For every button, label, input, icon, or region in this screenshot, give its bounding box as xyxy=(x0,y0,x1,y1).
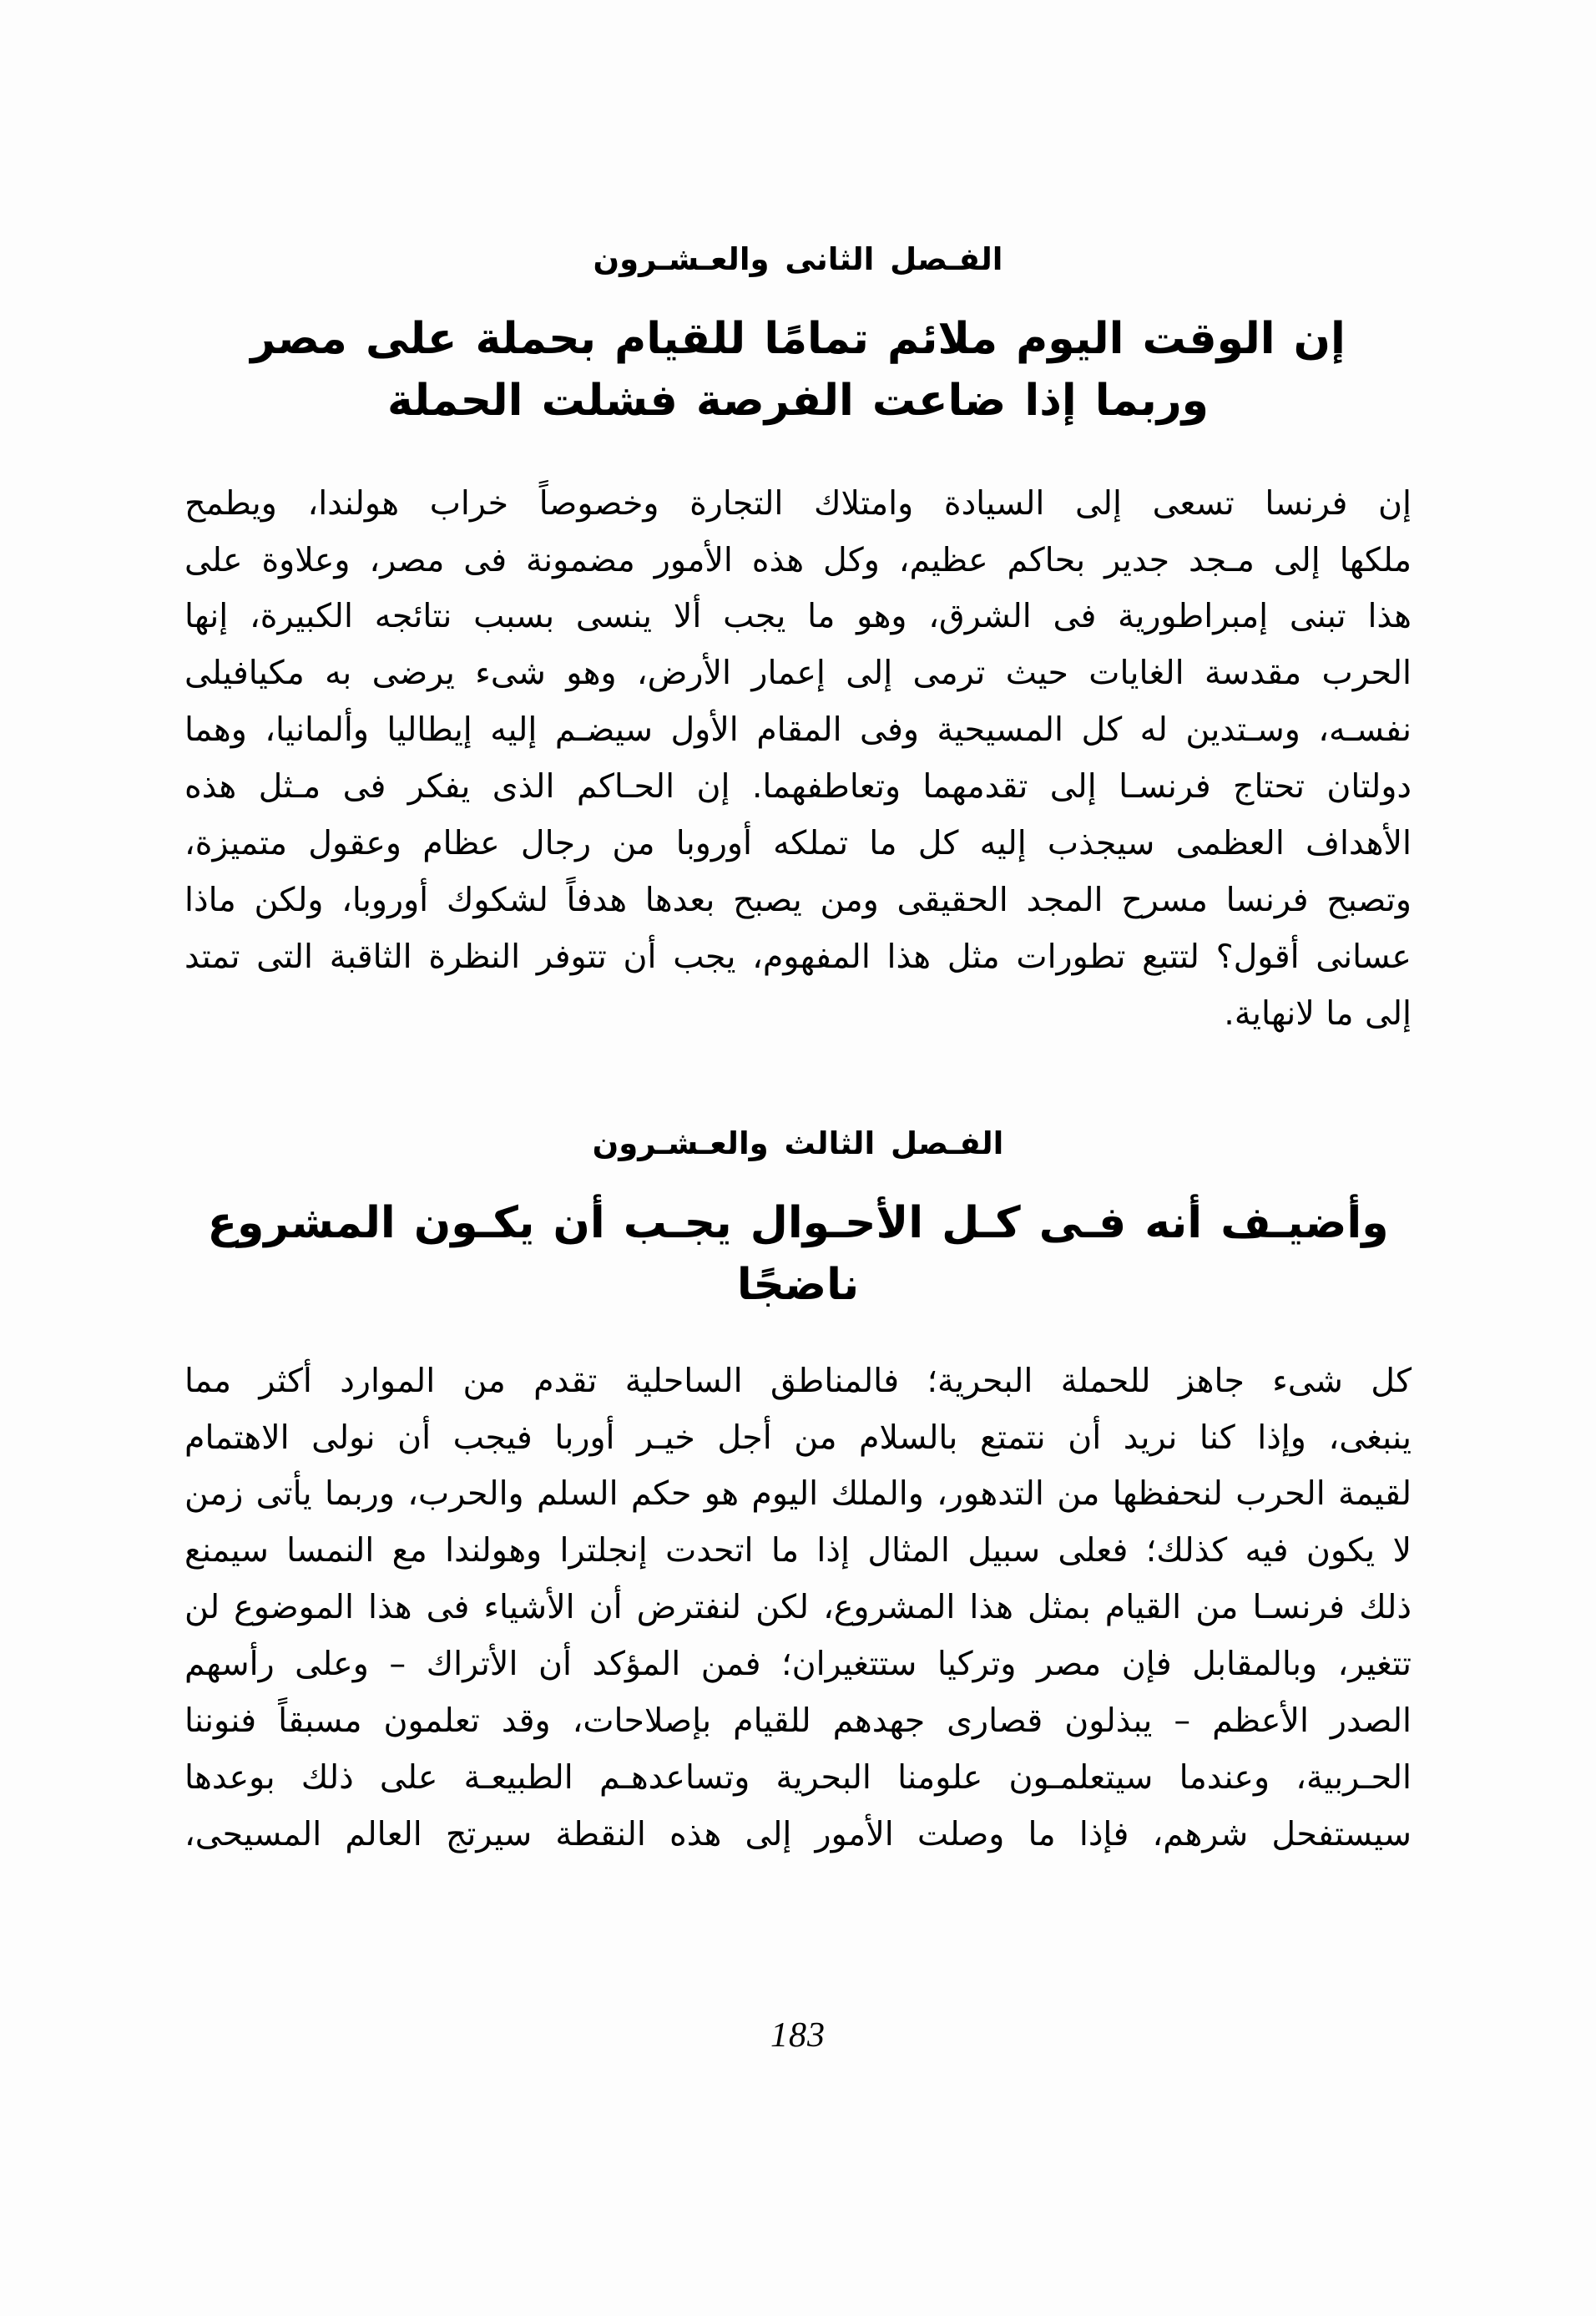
spacer xyxy=(184,1317,1412,1353)
text-line: إن فرنسا تسعى إلى السيادة وامتلاك التجارة وخصوصاً خراب هولندا، ويطمح xyxy=(184,483,1412,523)
text-line: الأهداف العظمى سيجذب إليه كل ما تملكه أوروبا من رجال عظام وعقول متميزة، xyxy=(184,824,1412,863)
text-line: دولتان تحتاج فرنسـا إلى تقدمهما وتعاطفهما. إن الحـاكم الذى يفكر فى مـثل هذه xyxy=(184,767,1412,807)
text-line: كل شىء جاهز للحملة البحرية؛ فالمناطق الساحلية تقدم من الموارد أكثر مما xyxy=(184,1361,1412,1400)
text-line: ذلك فرنسـا من القيام بمثل هذا المشروع، لكن لنفترض أن الأشياء فى هذا الموضوع لن xyxy=(184,1588,1412,1627)
chapter-section-23 xyxy=(184,1123,1412,1863)
body-paragraph-23 xyxy=(184,1353,1412,1863)
text-line: الحـربية، وعندما سيتعلمـون علومنا البحرية وتساعدهـم الطبيعـة على ذلك بوعدها xyxy=(184,1758,1412,1798)
text-line: الصدر الأعظم – يبذلون قصارى جهدهم للقيام بإصلاحات، وقد تعلمون مسبقاً فنوننا xyxy=(184,1702,1412,1741)
chapter-title-22 xyxy=(184,309,1412,432)
section-gap xyxy=(184,1043,1412,1123)
body-paragraph-22 xyxy=(184,476,1412,1043)
chapter-section-22 xyxy=(184,239,1412,1043)
text-line: لقيمة الحرب لنحفظها من التدهور، والملك اليوم هو حكم السلم والحرب، وربما يأتى زمن xyxy=(184,1474,1412,1514)
text-line: لا يكون فيه كذلك؛ فعلى سبيل المثال إذا ما اتحدت إنجلترا وهولندا مع النمسا سيمنع xyxy=(184,1531,1412,1570)
spacer xyxy=(184,432,1412,476)
chapter-title-line: وأضيـف أنه فـى كـل الأحـوال يجـب أن يكـون المشروع ناضجًا xyxy=(207,1197,1389,1310)
text-line: نفسـه، وسـتدين له كل المسيحية وفى المقام الأول سيضـم إليه إيطاليا وألمانيا، وهما xyxy=(184,710,1412,750)
text-line: سيستفحل شرهم، فإذا ما وصلت الأمور إلى هذه النقطة سيرتج العالم المسيحى، xyxy=(184,1815,1412,1854)
chapter-heading-23: الفـصل الثالث والعـشـرون xyxy=(592,1125,1004,1161)
text-line: الحرب مقدسة الغايات حيث ترمى إلى إعمار الأرض، وهو شىء يرضى به مكيافيلى xyxy=(184,654,1412,693)
chapter-title-23 xyxy=(184,1193,1412,1317)
text-line: ينبغى، وإذا كنا نريد أن نتمتع بالسلام من أجل خيـر أوربا فيجب أن نولى الاهتمام xyxy=(184,1418,1412,1457)
text-line: تتغير، وبالمقابل فإن مصر وتركيا ستتغيران؛ فمن المؤكد أن الأتراك – وعلى رأسهم xyxy=(184,1645,1412,1684)
text-line: عسانى أقول؟ لتتبع تطورات مثل هذا المفهوم، يجب أن تتوفر النظرة الثاقبة التى تمتد xyxy=(184,938,1412,977)
text-line: ملكها إلى مـجد جدير بحاكم عظيم، وكل هذه الأمور مضمونة فى مصر، وعلاوة على xyxy=(184,540,1412,579)
chapter-title-line: وربما إذا ضاعت الفرصة فشلت الحملة xyxy=(387,375,1209,426)
page-number: 183 xyxy=(770,2016,826,2055)
text-line: هذا تبنى إمبراطورية فى الشرق، وهو ما يجب ألا ينسى بسبب نتائجه الكبيرة، إنها xyxy=(184,597,1412,636)
text-line: وتصبح فرنسا مسرح المجد الحقيقى ومن يصبح بعدها هدفاً لشكوك أوروبا، ولكن ماذا xyxy=(184,881,1412,920)
chapter-title-line: إن الوقت اليوم ملائم تمامًا للقيام بحملة على مصر xyxy=(250,313,1346,364)
text-line: إلى ما لانهاية. xyxy=(1224,994,1412,1034)
page-content xyxy=(184,239,1412,1863)
chapter-heading-22: الفـصل الثانى والعـشـرون xyxy=(593,241,1003,277)
